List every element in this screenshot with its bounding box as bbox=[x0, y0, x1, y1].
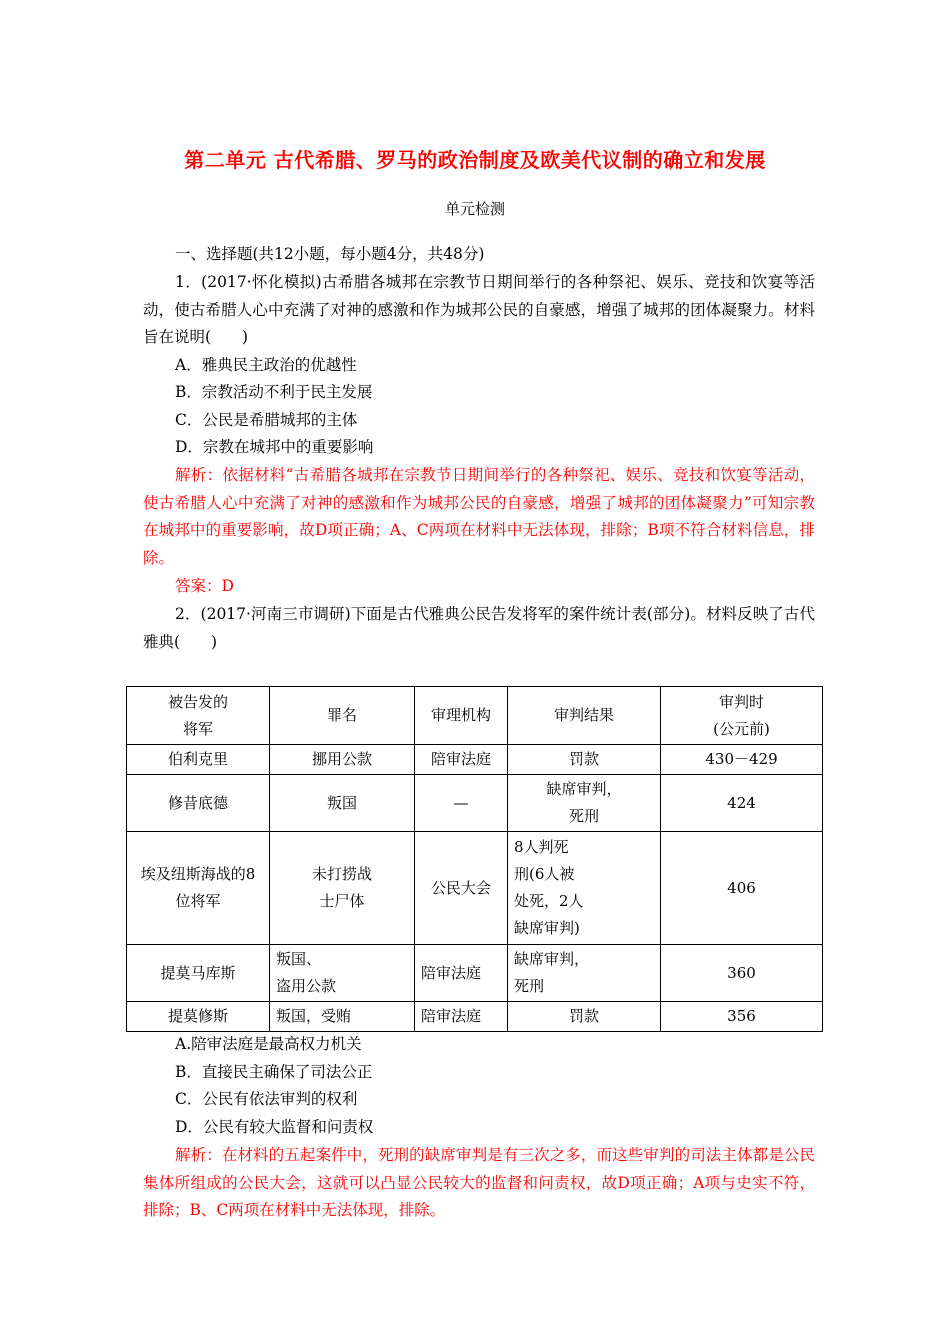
table-cell: 叛国，受贿 bbox=[270, 1002, 415, 1032]
table-cell: 356 bbox=[661, 1002, 823, 1032]
table-cell: 8人判死 刑(6人被 处死，2人 缺席审判) bbox=[508, 832, 661, 945]
table-row bbox=[127, 832, 823, 945]
table-cell: 陪审法庭 bbox=[415, 745, 508, 775]
table-cell: 伯利克里 bbox=[127, 745, 270, 775]
table-cell: 提莫马库斯 bbox=[127, 945, 270, 1002]
table-row bbox=[127, 775, 823, 832]
table-cell: 叛国、 盗用公款 bbox=[270, 945, 415, 1002]
table-row bbox=[127, 745, 823, 775]
table-row bbox=[127, 1002, 823, 1032]
q2-option-c: C．公民有依法审判的权利 bbox=[175, 1090, 358, 1108]
page-subtitle: 单元检测 bbox=[444, 200, 505, 218]
table-row bbox=[127, 945, 823, 1002]
table-cell: — bbox=[415, 775, 508, 832]
table-header-cell: 审判结果 bbox=[508, 687, 661, 745]
q2-option-b: B．直接民主确保了司法公正 bbox=[175, 1063, 373, 1081]
table-cell: 424 bbox=[661, 775, 823, 832]
table-cell: 提莫修斯 bbox=[127, 1002, 270, 1032]
table-cell: 缺席审判， 死刑 bbox=[508, 775, 661, 832]
table-cell: 挪用公款 bbox=[270, 745, 415, 775]
table-cell: 430－429 bbox=[661, 745, 823, 775]
section-heading: 一、选择题(共12小题，每小题4分，共48分) bbox=[175, 245, 485, 263]
q2-option-d: D．公民有较大监督和问责权 bbox=[175, 1118, 374, 1136]
q2-analysis: 解析：在材料的五起案件中，死刑的缺席审判是有三次之多，而这些审判的司法主体都是公民集体所组成的公民大会，这就可以凸显公民较大的监督和问责权，故D项正确；A项与史实不符，排除；B、C两项在材料中无法体现，排除。 bbox=[143, 1146, 815, 1219]
question-1-stem: 1．(2017·怀化模拟)古希腊各城邦在宗教节日期间举行的各种祭祀、娱乐、竞技和饮宴等活动，使古希腊人心中充满了对神的感激和作为城邦公民的自豪感，增强了城邦的团体凝聚力。材料旨在说明( ) bbox=[143, 273, 815, 346]
q1-analysis: 解析：依据材料“古希腊各城邦在宗教节日期间举行的各种祭祀、娱乐、竞技和饮宴等活动，使古希腊人心中充满了对神的感激和作为城邦公民的自豪感，增强了城邦的团体凝聚力”可知宗教在城邦中的重要影响，故D项正确；A、C两项在材料中无法体现，排除；B项不符合材料信息，排除。 bbox=[143, 466, 815, 567]
table-cell: 未打捞战 士尸体 bbox=[270, 832, 415, 945]
table-header-cell: 审理机构 bbox=[415, 687, 508, 745]
table-cell: 陪审法庭 bbox=[415, 1002, 508, 1032]
q1-option-a: A．雅典民主政治的优越性 bbox=[175, 356, 357, 374]
table-header-cell: 审判时 (公元前) bbox=[661, 687, 823, 745]
table-cell: 406 bbox=[661, 832, 823, 945]
question-2-stem: 2．(2017·河南三市调研)下面是古代雅典公民告发将军的案件统计表(部分)。材料反映了古代雅典( ) bbox=[143, 605, 815, 651]
table-header-cell: 被告发的 将军 bbox=[127, 687, 270, 745]
table-cell: 陪审法庭 bbox=[415, 945, 508, 1002]
page-title: 第二单元 古代希腊、罗马的政治制度及欧美代议制的确立和发展 bbox=[184, 148, 766, 172]
q1-answer: 答案：D bbox=[175, 577, 234, 595]
q1-option-b: B．宗教活动不利于民主发展 bbox=[175, 383, 373, 401]
table-cell: 缺席审判， 死刑 bbox=[508, 945, 661, 1002]
table-cell: 埃及纽斯海战的8 位将军 bbox=[127, 832, 270, 945]
table-cell: 修昔底德 bbox=[127, 775, 270, 832]
table-cell: 公民大会 bbox=[415, 832, 508, 945]
table-cell: 360 bbox=[661, 945, 823, 1002]
q2-option-a: A.陪审法庭是最高权力机关 bbox=[175, 1035, 362, 1053]
table-cell: 叛国 bbox=[270, 775, 415, 832]
table-cell: 罚款 bbox=[508, 745, 661, 775]
q1-option-d: D．宗教在城邦中的重要影响 bbox=[175, 438, 374, 456]
q1-option-c: C．公民是希腊城邦的主体 bbox=[175, 411, 358, 429]
table-header-row bbox=[127, 687, 823, 745]
table-cell: 罚款 bbox=[508, 1002, 661, 1032]
table-header-cell: 罪名 bbox=[270, 687, 415, 745]
cases-table bbox=[126, 686, 823, 1032]
